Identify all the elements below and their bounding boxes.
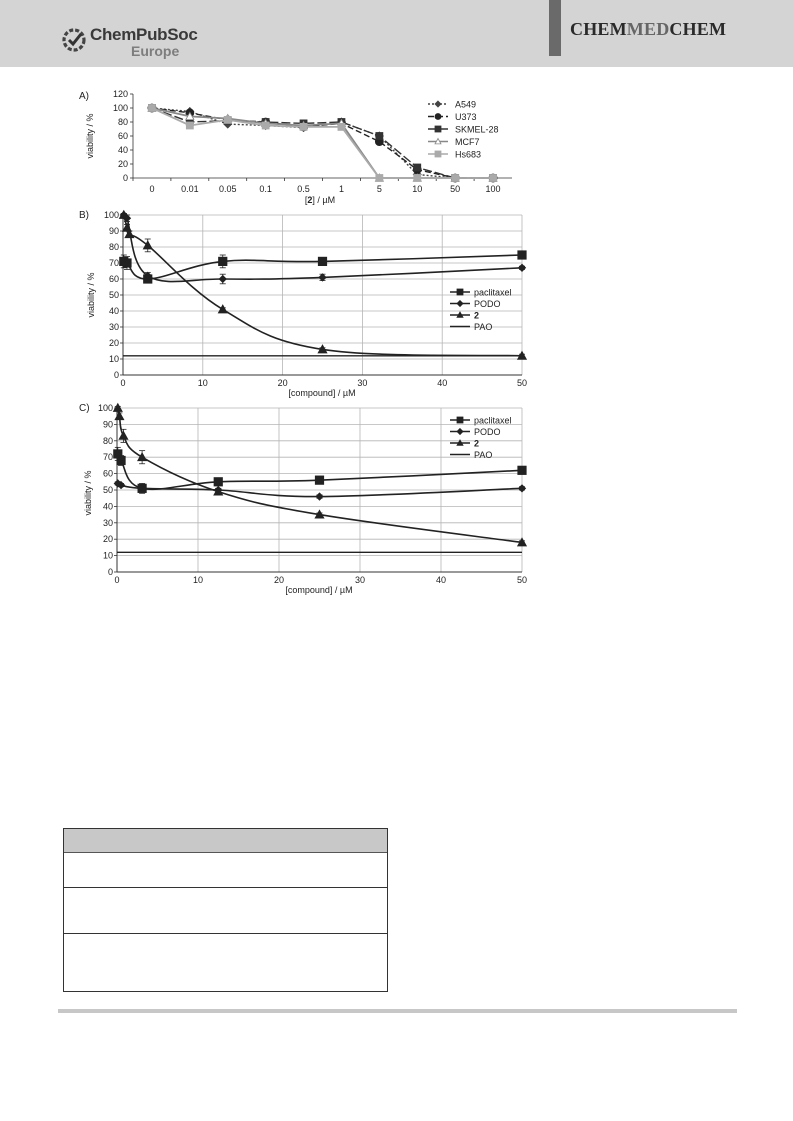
chart-a-point [224, 116, 231, 123]
chart-b-xtick-label: 20 [277, 378, 288, 388]
chart-c-ylabel: viability / % [83, 470, 93, 516]
chart-c-point [113, 404, 122, 412]
data-table [63, 828, 388, 992]
chart-a-xtick-label: 0.5 [297, 184, 310, 194]
chart-a-legend-label: Hs683 [455, 149, 482, 160]
chart-a-legend-marker [435, 114, 441, 120]
chart-b-ytick-label: 0 [113, 370, 119, 380]
chart-b-point [518, 251, 526, 259]
chart-panel-a [79, 89, 512, 205]
chart-c-axes [98, 403, 527, 585]
chart-b-series [119, 211, 526, 360]
chart-b-xtick-label: 10 [197, 378, 208, 388]
chart-a-xlabel-rest: ] / µM [312, 195, 336, 205]
chart-c-series-line [118, 408, 522, 542]
chart-c-point [214, 478, 222, 486]
chart-c-ytick-label: 60 [102, 468, 113, 479]
chart-b-point [518, 264, 525, 271]
chart-a-ytick-label: 100 [112, 103, 128, 113]
footer-rule [58, 1009, 737, 1013]
panel-label-a: A) [79, 91, 89, 102]
chart-a-xlabel-open: [ [304, 195, 308, 205]
chart-a-xlabel [305, 195, 335, 205]
chart-b-point [123, 259, 131, 267]
chart-c-xtick-label: 10 [192, 575, 204, 585]
chart-b-xtick-label: 50 [516, 378, 528, 388]
chart-c-point [117, 456, 125, 464]
chart-c-ytick-label: 30 [102, 517, 113, 528]
chart-b-point [219, 257, 227, 265]
chart-a-series [148, 104, 497, 182]
chart-a-ytick-label: 40 [117, 145, 128, 155]
table-row [64, 852, 387, 888]
chart-a-xtick-label: 1 [338, 184, 344, 194]
chart-c-legend-label: PAO [474, 450, 493, 460]
chart-b-xtick-label: 0 [120, 378, 126, 388]
chart-b-ylabel: viability / % [86, 272, 96, 318]
chart-a-point [490, 175, 497, 182]
chart-c-ytick-label: 100 [97, 403, 113, 413]
chart-c-ytick-label: 20 [102, 534, 113, 545]
chart-a-point [148, 105, 155, 112]
chart-a-ytick-label: 80 [117, 117, 128, 127]
chart-a-xtick-label: 0.01 [181, 184, 199, 194]
panel-label-c: C) [79, 403, 90, 414]
chart-b-ytick-label: 40 [108, 306, 119, 316]
chart-a-point [338, 123, 345, 130]
chart-a-xtick-label: 5 [376, 184, 382, 194]
chart-b-ytick-label: 70 [108, 258, 119, 268]
chart-a-point [414, 175, 421, 182]
chart-c-point [518, 485, 525, 492]
chart-c-point [115, 412, 124, 420]
chart-a-xtick-label: 0.05 [218, 184, 237, 194]
chart-a-legend [428, 100, 499, 160]
chart-b-legend-marker [457, 289, 463, 295]
chart-b-xlabel: [compound] / µM [288, 388, 356, 398]
chart-a-xtick-label: 0 [149, 184, 155, 194]
chart-a-series-line [152, 108, 493, 178]
chart-c-xtick-label: 40 [435, 575, 447, 585]
chart-a-legend-label: U373 [455, 112, 477, 122]
chart-c-point [316, 493, 323, 500]
chart-c-ytick-label: 0 [107, 567, 113, 577]
chart-a-xtick-label: 0.1 [259, 184, 272, 194]
chart-c-legend-marker [457, 417, 463, 423]
chart-a-xtick-label: 50 [450, 184, 461, 194]
chart-c-legend-label: 2 [474, 438, 480, 449]
chart-a-xtick-label: 100 [485, 184, 501, 194]
chart-a-point [452, 175, 459, 182]
chart-b-series-line [124, 215, 522, 356]
chart-c-point [138, 453, 147, 461]
chart-b-ytick-label: 50 [108, 290, 119, 300]
chart-a-xtick-label: 10 [412, 184, 423, 194]
chart-c-xtick-label: 50 [516, 575, 528, 585]
chart-c-point [119, 431, 128, 439]
chart-b-ytick-label: 100 [103, 210, 119, 220]
chart-c-series [113, 404, 526, 553]
chart-b-legend-label: PODO [474, 299, 501, 309]
chart-c-ytick-label: 10 [102, 550, 113, 561]
chart-a-ytick-label: 120 [112, 89, 128, 99]
chart-b-xtick-label: 40 [437, 378, 448, 388]
chart-a-series-line [152, 108, 493, 178]
chart-a-ytick-label: 0 [122, 173, 128, 183]
chart-a-series-line [152, 108, 493, 178]
chart-b-ytick-label: 10 [108, 354, 119, 364]
logo-name: ChemPubSoc [90, 25, 198, 44]
chart-a-legend-marker [435, 151, 441, 157]
journal-prefix: CHEM [570, 19, 627, 39]
chart-c-xtick-label: 0 [114, 575, 120, 585]
chart-b-legend [450, 288, 512, 333]
chart-b-axes [104, 210, 527, 388]
chart-a-series-line [152, 108, 493, 178]
chart-a-point [262, 122, 269, 129]
chart-a-point [300, 123, 307, 130]
chart-a-point [414, 164, 421, 171]
chart-b-legend-label: paclitaxel [474, 287, 512, 298]
chart-b-ytick-label: 90 [108, 226, 119, 236]
chart-b-xtick-label: 30 [357, 378, 368, 388]
journal-mid: MED [626, 19, 670, 39]
table-row [64, 889, 387, 934]
chart-a-ytick-label: 60 [117, 131, 128, 141]
chart-a-legend-marker [435, 126, 441, 132]
chart-c-xtick-label: 30 [354, 575, 366, 585]
chart-a-ytick-label: 20 [117, 159, 128, 169]
chart-c-ytick-label: 50 [102, 485, 113, 495]
chart-b-point [318, 257, 326, 265]
chart-b-legend-label: 2 [474, 310, 480, 321]
chart-panel-c [79, 403, 527, 595]
chart-c-ytick-label: 70 [102, 452, 113, 463]
chart-c-point [315, 476, 323, 484]
chart-b-point [219, 275, 226, 282]
table-header-band [64, 829, 387, 853]
chart-c-legend-label: PODO [474, 427, 501, 437]
chart-a-point [186, 122, 193, 129]
chart-a-legend-label: A549 [455, 99, 477, 110]
chart-b-ytick-label: 20 [108, 338, 119, 348]
chart-c-ytick-label: 40 [102, 501, 113, 512]
chart-b-point [218, 305, 227, 313]
chart-c-legend [450, 416, 512, 461]
chart-c-point [518, 466, 526, 474]
journal-suffix: CHEM [669, 19, 727, 39]
chart-b-ytick-label: 30 [108, 322, 119, 332]
chart-a-legend-marker [435, 101, 441, 107]
chart-a-series-line [152, 108, 493, 178]
chart-a-xlabel-bold: 2 [307, 195, 313, 205]
chart-c-ytick-label: 90 [102, 419, 113, 430]
chart-b-legend-label: PAO [474, 322, 493, 332]
chart-panel-b [79, 210, 527, 398]
chart-a-legend-label: MCF7 [455, 137, 480, 147]
chart-b-legend-marker [457, 301, 463, 307]
chart-c-xtick-label: 20 [273, 575, 285, 585]
panel-label-b: B) [79, 210, 89, 221]
chart-b-point [123, 223, 132, 231]
chart-b-ytick-label: 60 [108, 274, 119, 284]
chart-a-point [376, 175, 383, 182]
chart-c-xlabel: [compound] / µM [285, 585, 353, 595]
chart-a-legend-label: SKMEL-28 [455, 124, 499, 135]
chart-a-point [376, 133, 383, 140]
chart-c-legend-marker [457, 429, 463, 435]
chart-c-ytick-label: 80 [102, 435, 113, 446]
logo-region: Europe [131, 43, 180, 59]
chart-a-ylabel: viability / % [85, 113, 95, 159]
chart-c-legend-label: paclitaxel [474, 415, 512, 426]
chart-b-ytick-label: 80 [108, 242, 119, 252]
chart-b-point [319, 274, 326, 281]
